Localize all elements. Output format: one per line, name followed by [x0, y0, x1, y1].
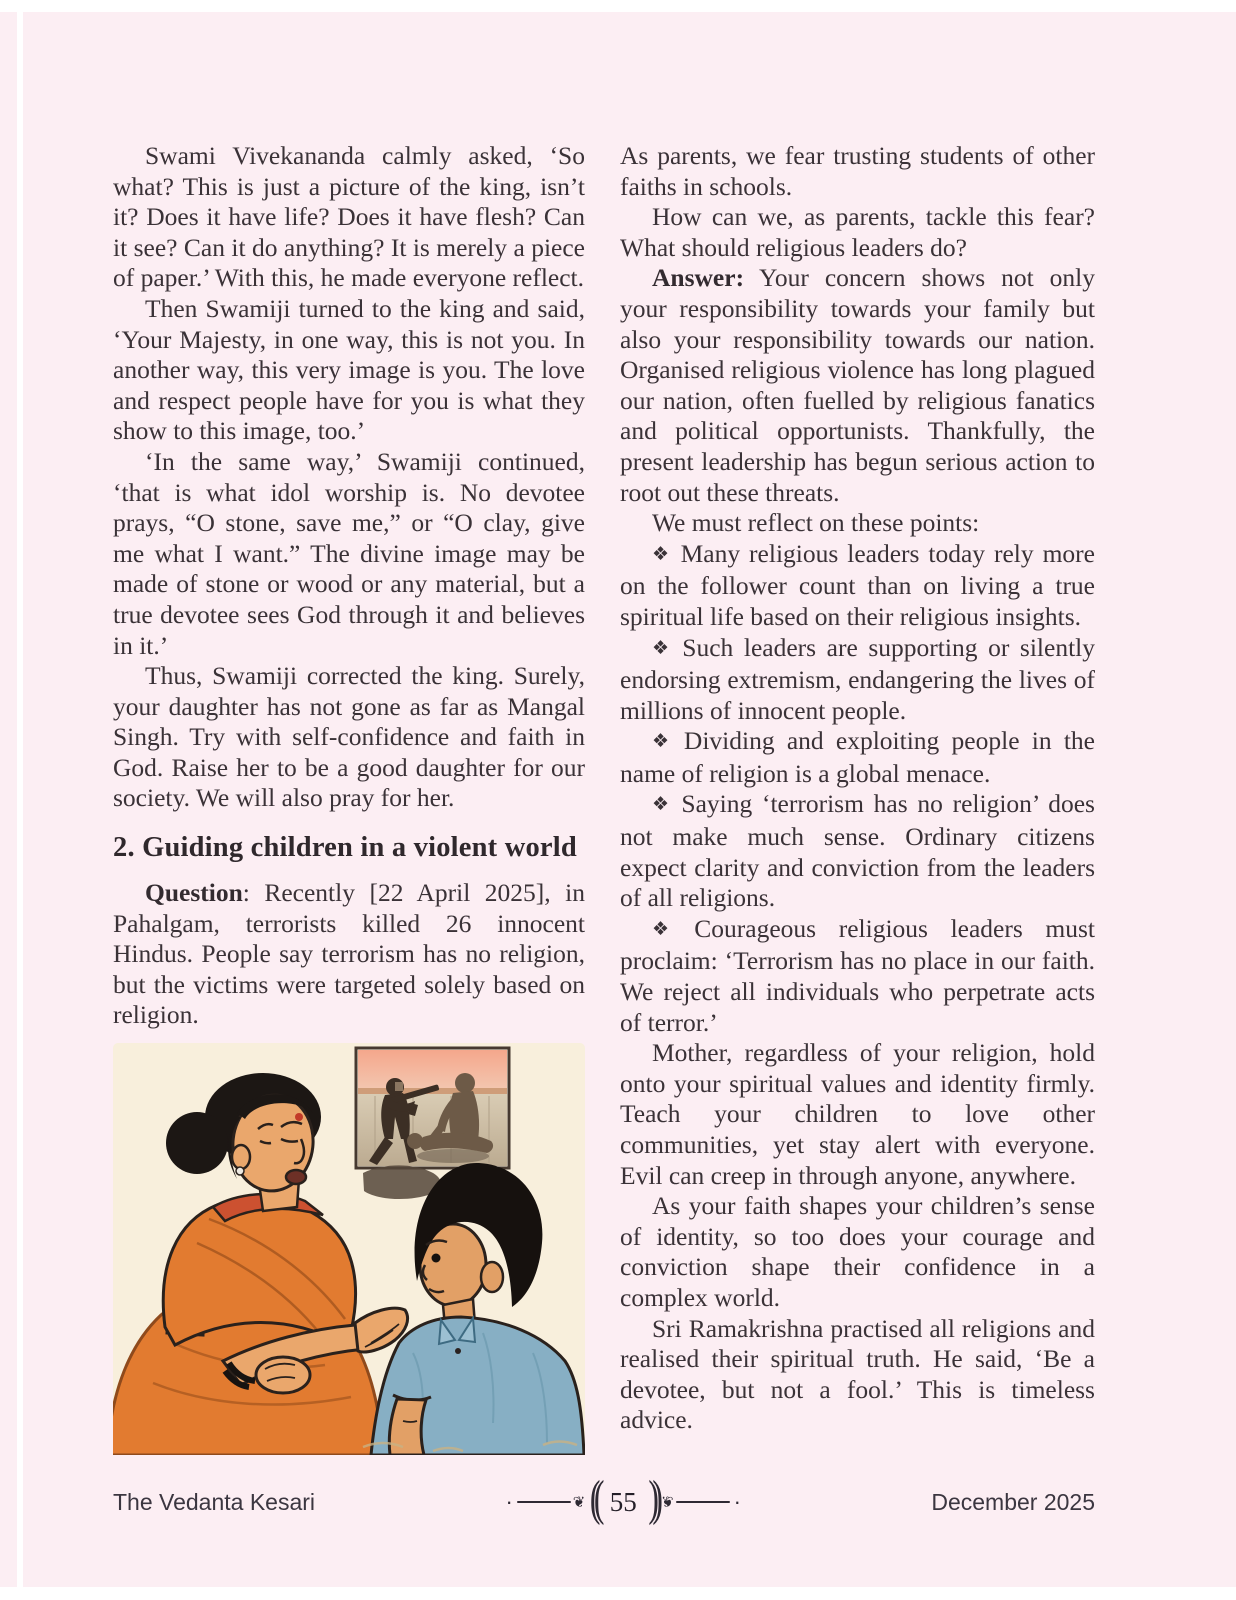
journal-name: The Vedanta Kesari — [113, 1488, 316, 1515]
bullet-text: Dividing and exploiting people in the name of religion is a global menace. — [620, 726, 1095, 788]
page-content — [113, 141, 1095, 1455]
bindi — [295, 1113, 303, 1121]
bullet-text: Such leaders are supporting or silently endorsing extremism, endangering the lives of millions of innocent people. — [620, 632, 1095, 725]
boy-arm — [389, 1399, 426, 1455]
answer-label: Answer: — [652, 263, 745, 293]
diamond-bullet-icon: ❖ — [652, 730, 675, 753]
bullet-text: Saying ‘terrorism has no religion’ does not make much sense. Ordinary citizens expect clarity and conviction from the leaders of all religions. — [620, 789, 1095, 913]
paragraph: Swami Vivekananda calmly asked, ‘So what? This is just a picture of the king, isn’t it? Does it have life? Does it have flesh? Can it see? Can it do anything? It is merely a piece of paper.’ With this, he made everyone reflect. — [113, 141, 585, 293]
column-right — [620, 141, 1095, 1455]
paragraph: We must reflect on these points: — [652, 508, 980, 538]
page-footer — [113, 1471, 1095, 1526]
ornament-rule — [517, 1501, 571, 1504]
question-text: : Recently [22 April 2025], in Pahalgam, terrorists killed 26 innocent Hindus. People say terrorism has no religion, but the victims were targeted solely based on religion. — [113, 878, 585, 1030]
mother-mouth — [286, 1170, 306, 1184]
shirt-button — [455, 1348, 461, 1354]
boy-ear — [481, 1262, 503, 1292]
page-number: 55 — [609, 1486, 637, 1517]
ornament-dot: · — [505, 1489, 513, 1514]
boy-eye — [432, 1254, 441, 1263]
paragraph: As your faith shapes your children’s sense of identity, so too does your courage and conviction shape their confidence in a complex world. — [620, 1191, 1095, 1312]
paragraph: As parents, we fear trusting students of other faiths in schools. — [620, 141, 1095, 201]
mother-hair-bun — [166, 1112, 228, 1174]
bullet-item — [620, 789, 1095, 913]
bullet-text: Many religious leaders today rely more on the follower count than on living a true spiritual life based on their religious insights. — [620, 538, 1095, 631]
illustration-mother-and-child — [113, 1043, 585, 1455]
diamond-bullet-icon: ❖ — [652, 793, 673, 816]
answer-text: Your concern shows not only your responsibility towards your family but also your responsibility towards our nation. Organised religious violence has long plagued our nation, often fuelled by religious fanatics and political opportunists. Thankfully, the present leadership has begun serious action to root out these threats. — [620, 263, 1095, 507]
mother-ear — [232, 1145, 250, 1169]
bullet-text: Courageous religious leaders must proclaim: ‘Terrorism has no place in our faith. We reject all individuals who perpetrate acts of terror.’ — [620, 913, 1095, 1037]
floral-leaf-icon: ❦ — [661, 1493, 674, 1511]
bullet-item — [620, 726, 1095, 789]
floral-leaf-icon: ❦ — [572, 1493, 586, 1511]
page-margin-bottom — [0, 1587, 1236, 1600]
page-margin-line — [17, 0, 23, 1600]
question-paragraph — [113, 878, 585, 1031]
ornament-rule — [676, 1501, 730, 1504]
paragraph: Thus, Swamiji corrected the king. Surely, your daughter has not gone as far as Mangal Singh. Try with self-confidence and faith in God. Raise her to be a good daughter for our society. We will also pray for her. — [113, 661, 585, 813]
paragraph: ‘In the same way,’ Swamiji continued, ‘that is what idol worship is. No devotee prays, “O stone, save me,” or “O clay, give me what I want.” The divine image may be made of stone or wood or any material, but a true devotee sees God through it and believes in it.’ — [113, 446, 585, 660]
paragraph: Sri Ramakrishna practised all religions and realised their spiritual truth. He said, ‘Be a devotee, but not a fool.’ This is timeless advice. — [620, 1313, 1095, 1435]
ornament-dot: · — [733, 1489, 741, 1514]
diamond-bullet-icon: ❖ — [652, 917, 686, 940]
bullet-item — [620, 539, 1095, 633]
paragraph: How can we, as parents, tackle this fear? What should religious leaders do? — [620, 202, 1095, 262]
illustration-svg — [113, 1043, 585, 1455]
mother-hand — [256, 1357, 310, 1393]
paragraph: Then Swamiji turned to the king and said, ‘Your Majesty, in one way, this is not you. In another way, this very image is you. The love and respect people have for you is what they show to this image, too.’ — [113, 293, 585, 446]
paragraph: Mother, regardless of your religion, hold onto your spiritual values and identity firmly. Teach your children to love other communities, yet stay alert with everyone. Evil can creep in through anyone, anywhere. — [620, 1038, 1095, 1190]
ornament-parenthesis: )) — [648, 1471, 657, 1526]
bullet-item — [620, 914, 1095, 1038]
bullet-item — [620, 633, 1095, 727]
ornament-parenthesis: (( — [590, 1471, 599, 1526]
diamond-bullet-icon: ❖ — [652, 636, 674, 659]
question-label: Question — [145, 878, 243, 908]
section-heading: 2. Guiding children in a violent world — [113, 832, 577, 864]
diamond-bullet-icon: ❖ — [652, 542, 672, 565]
page-number-ornament — [501, 1471, 744, 1526]
column-left — [113, 141, 585, 1455]
issue-date: December 2025 — [931, 1488, 1095, 1515]
page-margin-top — [0, 0, 1236, 12]
answer-paragraph — [620, 263, 1095, 508]
mother-earring — [236, 1167, 244, 1175]
